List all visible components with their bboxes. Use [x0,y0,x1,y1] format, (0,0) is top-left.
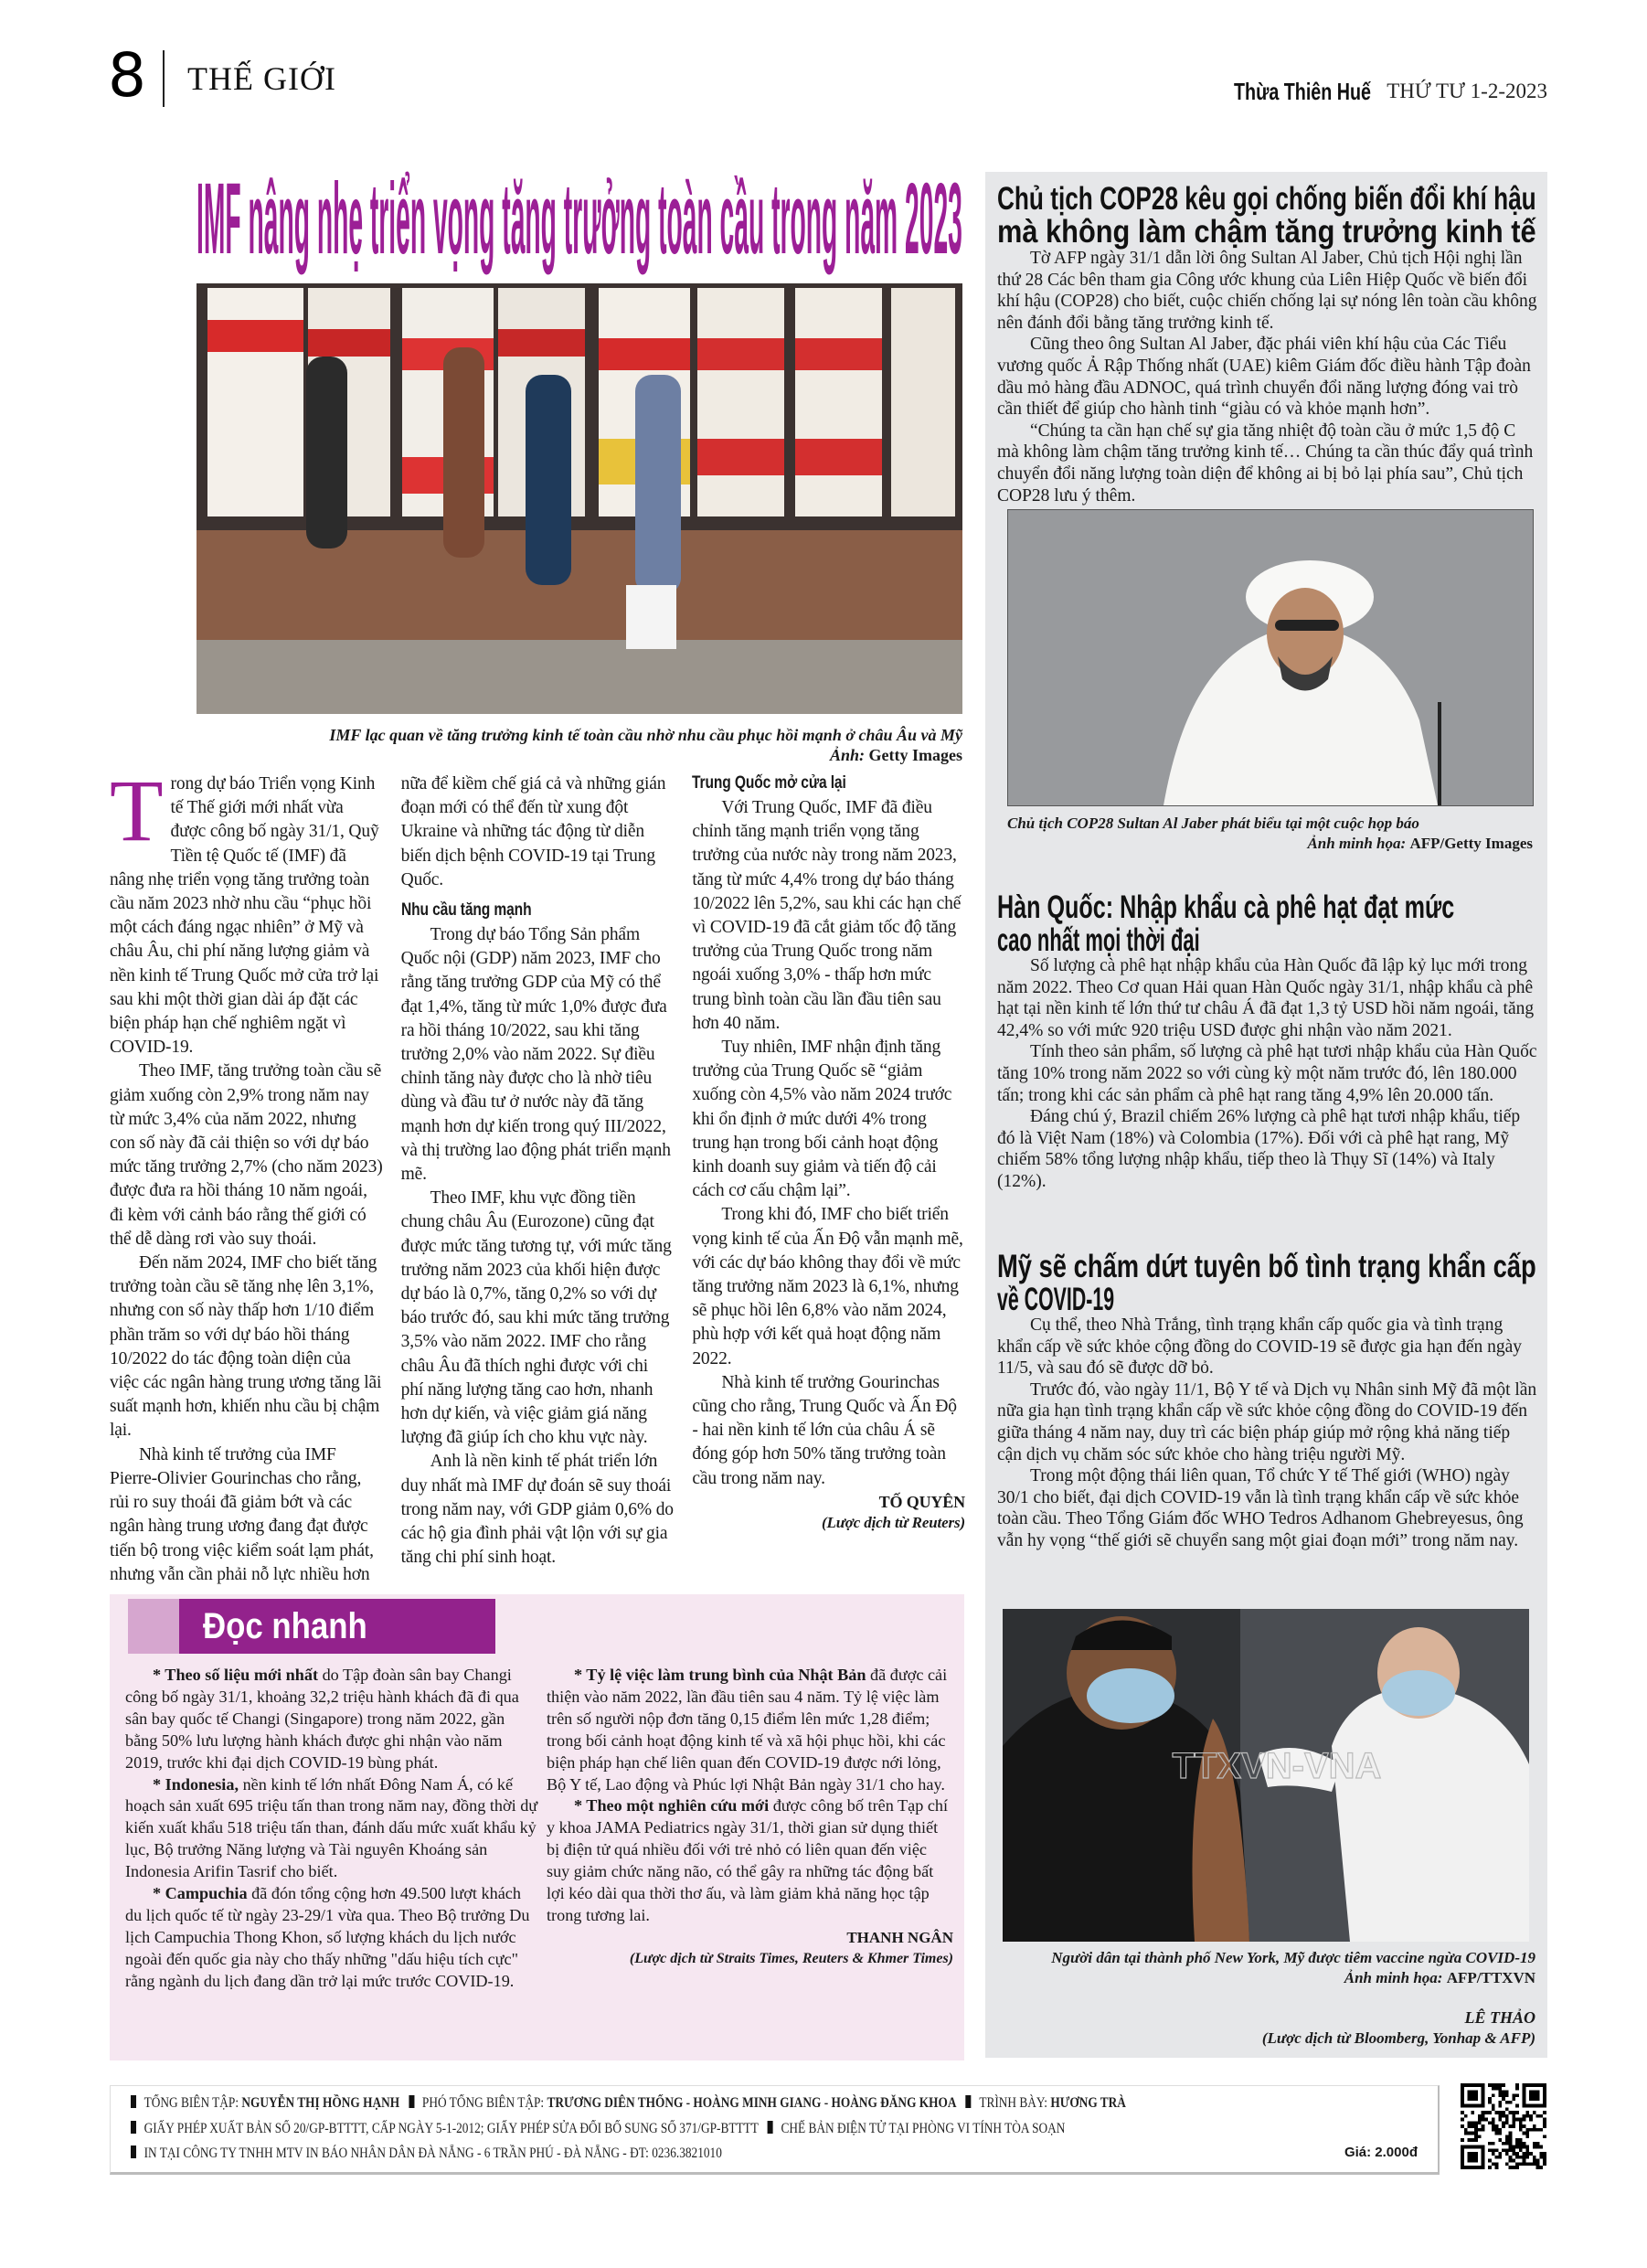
usa-body [997,1315,1538,1552]
paragraph: Theo IMF, tăng trưởng toàn cầu sẽ giảm xuống còn 2,9% trong năm nay từ mức 3,4% của năm 2022, nhưng con số này đã cải thiện so với dự báo mức tăng trưởng 2,7% (cho năm 2023) được đưa ra hồi tháng 10 năm ngoái, đi kèm với cảnh báo rằng thế giới có thể dễ dàng rơi vào suy thoái. [110,1061,383,1249]
imprint-line-3: IN TẠI CÔNG TY TNHH MTV IN BÁO NHÂN DÂN ĐÀ NẴNG - 6 TRẦN PHÚ - ĐÀ NẴNG - ĐT: 0236.3821010 [131,2145,722,2163]
korea-title: Hàn Quốc: Nhập khẩu cà phê hạt đạt mức cao nhất mọi thời đại [997,889,1455,958]
caption-text: IMF lạc quan về tăng trưởng kinh tế toàn cầu nhờ nhu cầu phục hồi mạnh ở châu Âu và Mỹ [329,726,962,744]
issue-date: THỨ TƯ 1-2-2023 [1387,80,1547,102]
main-photo-caption [197,725,962,765]
paragraph: Với Trung Quốc, IMF đã điều chỉnh tăng mạnh triển vọng tăng trưởng của nước này trong năm 2023, tăng từ mức 4,4% trong dự báo tháng 10/2022 lên 5,2%, sau khi các hạn chế vì COVID-19 đã cắt giảm tốc độ tăng trưởng của Trung Quốc trong năm ngoái xuống 3,0% - thấp hơn mức trung bình toàn cầu lần đầu tiên sau hơn 40 năm. [692,798,962,1033]
header-divider [163,50,165,107]
photo-credit: AFP/Getty Images [1409,835,1533,852]
paragraph: Cụ thể, theo Nhà Trắng, tình trạng khẩn cấp quốc gia và tình trạng khẩn cấp về sức khỏe cộng đồng do COVID-19 sẽ được gia hạn đến ngày 11/5, và sau đó sẽ được dỡ bỏ. [997,1315,1523,1379]
vaccination-photo-caption: Người dân tại thành phố New York, Mỹ được tiêm vaccine ngừa COVID-19 Ảnh minh họa: AFP/TTXVN LÊ THẢO (Lược dịch từ Bloomberg, Yonhap & AFP) [996,1948,1535,2049]
paragraph: Nhà kinh tế trưởng của IMF Pierre-Olivier Gourinchas cho rằng, rủi ro suy thoái đã giảm bớt và các ngân hàng trung ương đang đạt được tiến bộ trong việc kiểm soát lạm phát, nhưng vẫn cần phải nỗ lực nhiều hơn nữa để kiềm chế giá cả và những gián đoạn mới có thể đến từ xung đột Ukraine và những tác động từ diễn biến dịch bệnh COVID-19 tại Trung Quốc. [110,774,666,1584]
paragraph: Anh là nền kinh tế phát triển lớn duy nhất mà IMF dự đoán sẽ suy thoái trong năm nay, với GDP giảm 0,6% do các hộ gia đình phải vật lộn với sự gia tăng chi phí sinh hoạt. [400,1452,674,1568]
paragraph: Trong khi đó, IMF cho biết triển vọng kinh tế của Ấn Độ vẫn mạnh mẽ, với các dự báo không thay đổi về mức tăng trưởng năm 2023 là 6,1%, nhưng sẽ phục hồi lên 6,8% vào năm 2024, phù hợp với kết quả hoạt động năm 2022. [692,1205,963,1368]
source: (Lược dịch từ Straits Times, Reuters & Khmer Times) [629,1950,953,1966]
qr-code[interactable] [1461,2082,1546,2170]
cop28-title: Chủ tịch COP28 kêu gọi chống biến đổi khí hậu mà không làm chậm tăng trưởng kinh tế [997,181,1536,250]
cop28-photo [1007,509,1534,806]
author: TỐ QUYÊN [878,1492,965,1511]
masthead-text: Thừa Thiên Huế [1234,78,1371,105]
paragraph: Đến năm 2024, IMF cho biết tăng trưởng toàn cầu sẽ tăng nhẹ lên 3,1%, nhưng con số này thấp hơn 1/10 điểm phần trăm so với dự báo hồi tháng 10/2022 do tác động toàn diện của việc các ngân hàng trung ương tăng lãi suất mạnh hơn, khiến nhu cầu bị chậm lại. [110,1253,382,1441]
paragraph: Tính theo sản phẩm, số lượng cà phê hạt tươi nhập khẩu của Hàn Quốc tăng 10% trong năm 2022 so với cùng kỳ một năm trước đó, lên 180.000 tấn; trong khi các sản phẩm cà phê hạt rang tăng 4,9% lên 20.000 tấn. [997,1042,1537,1105]
quick-item: * Theo một nghiên cứu mới được công bố trên Tạp chí y khoa JAMA Pediatrics ngày 31/1, thời gian sử dụng thiết bị điện tử quá nhiều đối với trẻ nhỏ có liên quan đến việc suy giảm chức năng não, có thể gây ra những tác động bất lợi kéo dài qua thời thơ ấu, và làm giảm khả năng học tập trong tương lai. [547,1796,949,1924]
imprint-line-2: GIẤY PHÉP XUẤT BẢN SỐ 20/GP-BTTTT, CẤP NGÀY 5-1-2012; GIẤY PHÉP SỬA ĐỔI BỔ SUNG SỐ 371/GP-BTTTT CHẾ BẢN ĐIỆN TỬ TẠI PHÒNG VI TÍNH TÒA SOẠN [131,2120,1065,2138]
author: LÊ THẢO [1464,2008,1535,2027]
masthead [1234,77,1371,106]
page-number: 8 [108,40,146,111]
paragraph: Số lượng cà phê hạt nhập khẩu của Hàn Quốc đã lập kỷ lục mới trong năm 2022. Theo Cơ quan Hải quan Hàn Quốc ngày 31/1, nhập khẩu cà phê hạt tại nền kinh tế lớn thứ tư châu Á đã đạt 1,3 tỷ USD hồi năm ngoái, tăng 42,4% so với mức 920 triệu USD được ghi nhận vào năm 2021. [997,956,1535,1040]
subheading: Trung Quốc mở cửa lại [692,773,847,793]
paragraph: Tờ AFP ngày 31/1 dẫn lời ông Sultan Al Jaber, Chủ tịch Hội nghị lần thứ 28 Các bên tham gia Công ước khung của Liên Hiệp Quốc về biến đổi khí hậu (COP28) cho biết, cuộc chiến chống lại sự nóng lên toàn cầu không nên đánh đổi bằng tăng trưởng kinh tế. [997,249,1537,333]
photo-credit: Getty Images [868,746,962,764]
source: (Lược dịch từ Reuters) [821,1513,965,1531]
quick-item: * Campuchia đã đón tổng cộng hơn 49.500 lượt khách du lịch quốc tế từ ngày 23-29/1 vừa qua. Theo Bộ trưởng Du lịch Campuchia Thong Khon, số lượng khách du lịch nước ngoài đến quốc gia này cho thấy những "dấu hiệu tích cực" rằng ngành du lịch đang dần trở lại mức trước COVID-19. [125,1884,530,1990]
vaccination-photo [1003,1609,1529,1942]
paragraph: Trong một động thái liên quan, Tổ chức Y tế Thế giới (WHO) ngày 30/1 cho biết, đại dịch COVID-19 vẫn là tình trạng khẩn cấp về sức khỏe toàn cầu. Theo Tổng Giám đốc WHO Tedros Adhanom Ghebreyesus, ông vẫn hy vọng “thế giới sẽ chuyển sang một giai đoạn mới” trong năm nay. [997,1466,1524,1550]
price: Giá: 2.000đ [1344,2145,1418,2160]
cop28-photo-caption: Chủ tịch COP28 Sultan Al Jaber phát biểu tại một cuộc họp báo Ảnh minh họa: AFP/Getty Images [1007,815,1533,852]
paragraph: Đáng chú ý, Brazil chiếm 26% lượng cà phê hạt tươi nhập khẩu, tiếp đó là Việt Nam (18%) và Colombia (17%). Đối với cà phê hạt rang, Mỹ chiếm 58% tổng lượng nhập khẩu, tiếp theo là Thụy Sĩ (14%) và Italy (12%). [997,1107,1521,1191]
drop-cap: T [110,761,164,859]
paragraph: “Chúng ta cần hạn chế sự gia tăng nhiệt độ toàn cầu ở mức 1,5 độ C mà không làm chậm tăng trưởng kinh tế… Chúng ta cần thúc đẩy quá trình chuyển đổi năng lượng toàn diện để không ai bị bỏ lại phía sau”, Chủ tịch COP28 lưu ý thêm. [997,421,1534,506]
credit-label: Ảnh: [829,746,869,764]
paragraph: Trong dự báo Triển vọng Kinh tế Thế giới mới nhất vừa được công bố ngày 31/1, Quỹ Tiền tệ Quốc tế (IMF) đã nâng nhẹ triển vọng tăng trưởng toàn cầu năm 2023 nhờ nhu cầu “phục hồi một cách đáng ngạc nhiên” ở Mỹ và châu Âu, chi phí năng lượng giảm và nền kinh tế Trung Quốc mở cửa trở lại sau khi một thời gian dài áp đặt các biện pháp hạn chế nghiêm ngặt vì COVID-19. [110,761,379,1058]
subheading: Nhu cầu tăng mạnh [400,900,532,921]
quick-read-column-1 [125,1665,538,1993]
main-article-photo [197,283,962,714]
quick-read-header-accent [128,1599,179,1654]
paragraph: Theo IMF, khu vực đồng tiền chung châu Âu (Eurozone) cũng đạt được mức tăng tương tự, với mức tăng trưởng năm 2023 của khối hiện được dự báo là 0,7%, tăng 0,2% so với dự báo trước đó, sau khi mức tăng trưởng 3,5% vào năm 2022. IMF cho rằng châu Âu đã thích nghi được với chi phí năng lượng tăng cao hơn, nhanh hơn dự kiến, và việc giảm giá năng lượng đã giúp ích cho khu vực này. [400,1188,672,1448]
photo-watermark: TTXVN-VNA [1172,1746,1382,1786]
imprint-line-1: TỔNG BIÊN TẬP: NGUYỄN THỊ HỒNG HẠNH PHÓ TỔNG BIÊN TẬP: TRƯƠNG DIÊN THỐNG - HOÀNG MINH GIANG - HOÀNG ĐĂNG KHOA TRÌNH BÀY: HƯƠNG TRÀ [131,2094,1126,2113]
usa-title: Mỹ sẽ chấm dứt tuyên bố tình trạng khẩn cấp về COVID-19 [997,1249,1536,1317]
main-title-text: IMF nâng nhẹ triển vọng tăng trưởng toàn cầu trong năm 2023 [197,163,962,275]
source: (Lược dịch từ Bloomberg, Yonhap & AFP) [1261,2029,1535,2047]
imprint-footer [110,2085,1440,2175]
korea-body [997,955,1538,1193]
quick-item: * Indonesia, nền kinh tế lớn nhất Đông Nam Á, có kế hoạch sản xuất 695 triệu tấn than trong năm nay, đồng thời dự kiến xuất khẩu 518 triệu tấn than, đánh dấu mức xuất khẩu kỷ lục, Bộ trưởng Năng lượng và Tài nguyên Khoáng sản Indonesia Arifin Tasrif cho biết. [125,1774,538,1881]
author: THANH NGÂN [846,1928,953,1946]
section-title: THẾ GIỚI [187,60,336,97]
paragraph: Cũng theo ông Sultan Al Jaber, đặc phái viên khí hậu của Các Tiểu vương quốc Ả Rập Thống nhất (UAE) kiêm Giám đốc điều hành Tập đoàn dầu mỏ hàng đầu ADNOC, quá trình chuyển đổi năng lượng đóng vai trò cần thiết để giúp cho hành tinh “giàu có và khỏe mạnh hơn”. [997,335,1531,420]
paragraph: Tuy nhiên, IMF nhận định tăng trưởng của Trung Quốc sẽ “giảm xuống còn 4,5% vào năm 2024 trước khi ổn định ở mức dưới 4% trong trung hạn trong bối cảnh hoạt động kinh doanh suy giảm và tiến độ cải cách cơ cấu chậm lại”. [692,1038,952,1201]
main-article-title [197,163,962,275]
quick-read-column-2 [547,1665,953,1969]
quick-read-title: Đọc nhanh [203,1606,367,1646]
quick-item: * Tỷ lệ việc làm trung bình của Nhật Bản đã được cải thiện vào năm 2022, lần đầu tiên sau 4 năm. Tỷ lệ việc làm trên số người nộp đơn tăng 0,15 điểm lên mức 1,28 điểm; trong bối cảnh hoạt động kinh tế và xã hội phục hồi, khi các biện pháp hạn chế liên quan đến COVID-19 được nới lỏng, Bộ Y tế, Lao động và Phúc lợi Nhật Bản ngày 31/1 cho hay. [547,1666,948,1794]
photo-credit: AFP/TTXVN [1446,1969,1535,1986]
paragraph: Nhà kinh tế trưởng Gourinchas cũng cho rằng, Trung Quốc và Ấn Độ - hai nền kinh tế lớn của châu Á sẽ đóng góp hơn 50% tăng trưởng toàn cầu trong năm nay. [692,1372,957,1488]
paragraph: Trong dự báo Tổng Sản phẩm Quốc nội (GDP) năm 2023, IMF cho rằng tăng trưởng GDP của Mỹ có thể đạt 1,4%, tăng từ mức 1,0% được đưa ra hồi tháng 10/2022, sau khi tăng trưởng 2,0% vào năm 2022. Sự điều chỉnh tăng này được cho là nhờ tiêu dùng và đầu tư ở nước này đã tăng mạnh hơn dự kiến trong quý III/2022, và thị trường lao động phát triển mạnh mẽ. [400,925,671,1185]
main-article-body [110,761,965,1587]
cop28-body [997,248,1538,506]
paragraph: Trước đó, vào ngày 11/1, Bộ Y tế và Dịch vụ Nhân sinh Mỹ đã một lần nữa gia hạn tình trạng khẩn cấp về sức khỏe cộng đồng do COVID-19 đến giữa tháng 4 năm nay, duy trì các biện pháp giúp mở rộng khả năng tiếp cận dịch vụ chăm sóc sức khỏe cho hàng triệu người Mỹ. [997,1379,1537,1464]
quick-item: * Theo số liệu mới nhất do Tập đoàn sân bay Changi công bố ngày 31/1, khoảng 32,2 triệu hành khách đã đi qua sân bay quốc tế Changi (Singapore) trong năm 2022, gần bằng 50% lưu lượng hành khách được ghi nhận vào năm 2019, trước khi đại dịch COVID-19 bùng phát. [125,1666,519,1772]
